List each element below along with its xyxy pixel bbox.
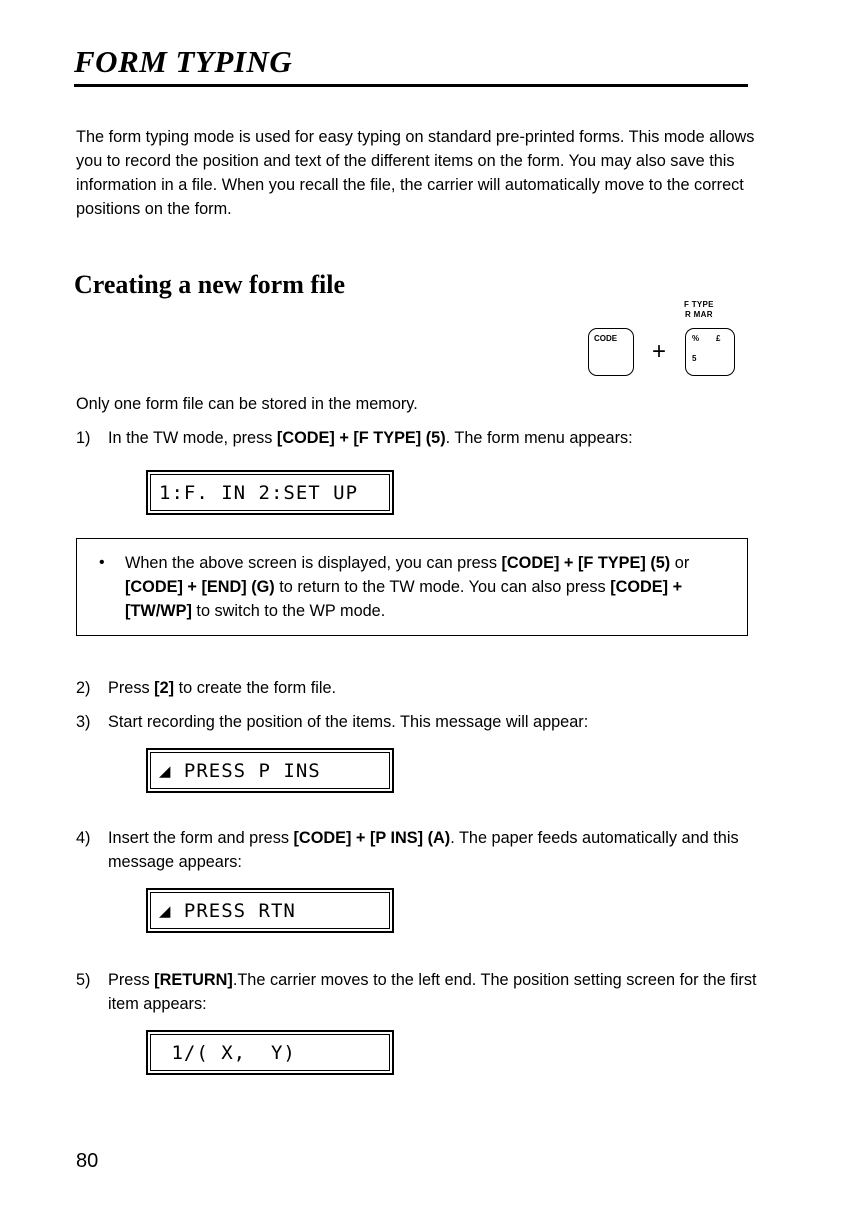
step-4-post: . The paper feeds automatically and this message appears: <box>108 829 739 871</box>
step-5-post: .The carrier moves to the left end. The position setting screen for the first item appears: <box>108 971 757 1013</box>
step-4-plus: + <box>351 829 370 847</box>
plus-sign: + <box>652 338 667 365</box>
note-box <box>76 538 748 636</box>
ftype-key-number: 5 <box>692 354 697 363</box>
step-1-number: 1) <box>76 429 91 447</box>
note-plus-3: + <box>668 578 683 596</box>
lcd-press-pins-text: ◢ PRESS P INS <box>150 752 390 789</box>
lcd-position <box>146 1030 394 1075</box>
step-1-key-5: (5) <box>425 429 446 447</box>
lcd-press-rtn <box>146 888 394 933</box>
lcd-form-menu-text: 1:F. IN 2:SET UP <box>150 474 390 511</box>
note-key-g: (G) <box>251 578 275 596</box>
step-1-text <box>108 426 758 450</box>
note-plus-1: + <box>559 554 578 572</box>
step-2-key: [2] <box>154 679 175 697</box>
step-2-pre: Press <box>108 679 155 697</box>
lcd-form-menu <box>146 470 394 515</box>
step-4-pre: Insert the form and press <box>108 829 294 847</box>
note-key-ftype: [F TYPE] <box>577 554 646 572</box>
section-heading: Creating a new form file <box>74 270 346 299</box>
step-1-post: . The form menu appears: <box>445 429 633 447</box>
lcd-press-rtn-text: ◢ PRESS RTN <box>150 892 390 929</box>
note-plus-2: + <box>182 578 202 596</box>
title-rule <box>74 84 748 87</box>
note-key-end: [END] <box>201 578 247 596</box>
note-part-return: to return to the TW mode. You can also press <box>274 578 611 596</box>
step-2-post: to create the form file. <box>174 679 337 697</box>
step-3-text: Start recording the position of the items. This message will appear: <box>108 713 589 731</box>
note-key-code-1: [CODE] <box>501 554 560 572</box>
lcd-position-text: 1/( X, Y) <box>150 1034 390 1071</box>
step-4-key-code: [CODE] <box>293 829 352 847</box>
ftype-label-line2: R MAR <box>685 310 713 319</box>
page-number: 80 <box>76 1150 99 1172</box>
step-2-number: 2) <box>76 679 91 697</box>
ftype-key-symbol-left: % <box>692 334 700 343</box>
note-part-or: or <box>670 554 690 572</box>
step-2-text <box>108 676 758 700</box>
note-part-1: When the above screen is displayed, you can press <box>125 554 502 572</box>
key-combination-diagram <box>588 300 748 386</box>
step-4-text <box>108 826 758 874</box>
ftype-key-label <box>684 300 714 320</box>
step-5-key-return: [RETURN] <box>154 971 233 989</box>
step-1-pre: In the TW mode, press <box>108 429 277 447</box>
code-key-icon <box>588 328 634 376</box>
step-4-key-a: (A) <box>427 829 451 847</box>
page-title: FORM TYPING <box>74 44 293 79</box>
step-1-key-ftype: [F TYPE] <box>353 429 422 447</box>
step-4-number: 4) <box>76 829 91 847</box>
step-4-key-pins: [P INS] <box>369 829 424 847</box>
note-text <box>125 551 735 623</box>
note-key-code-3: [CODE] <box>610 578 669 596</box>
note-key-twwp: [TW/WP] <box>125 602 192 620</box>
step-3-number: 3) <box>76 713 91 731</box>
step-1-key-code: [CODE] <box>276 429 335 447</box>
ftype-label-line1: F TYPE <box>684 300 714 309</box>
note-part-switch: to switch to the WP mode. <box>191 602 386 620</box>
intro-paragraph: The form typing mode is used for easy typing on standard pre-printed forms. This mode allows you to record the position and text of the different items on the form. You may also save this information in a file. When you recall the file, the carrier will automatically move to the correct positions on the form. <box>76 128 755 218</box>
step-5-pre: Press <box>108 971 155 989</box>
step-5-text <box>108 968 758 1016</box>
step-1-plus: + <box>334 429 354 447</box>
memory-note: Only one form file can be stored in the memory. <box>76 395 418 413</box>
note-key-code-2: [CODE] <box>125 578 183 596</box>
lcd-press-pins <box>146 748 394 793</box>
ftype-key-icon <box>685 328 735 376</box>
note-key-5: (5) <box>650 554 671 572</box>
code-key-label: CODE <box>594 334 618 343</box>
note-bullet: • <box>99 554 105 571</box>
ftype-key-symbol-right: £ <box>716 334 721 343</box>
step-5-number: 5) <box>76 971 91 989</box>
